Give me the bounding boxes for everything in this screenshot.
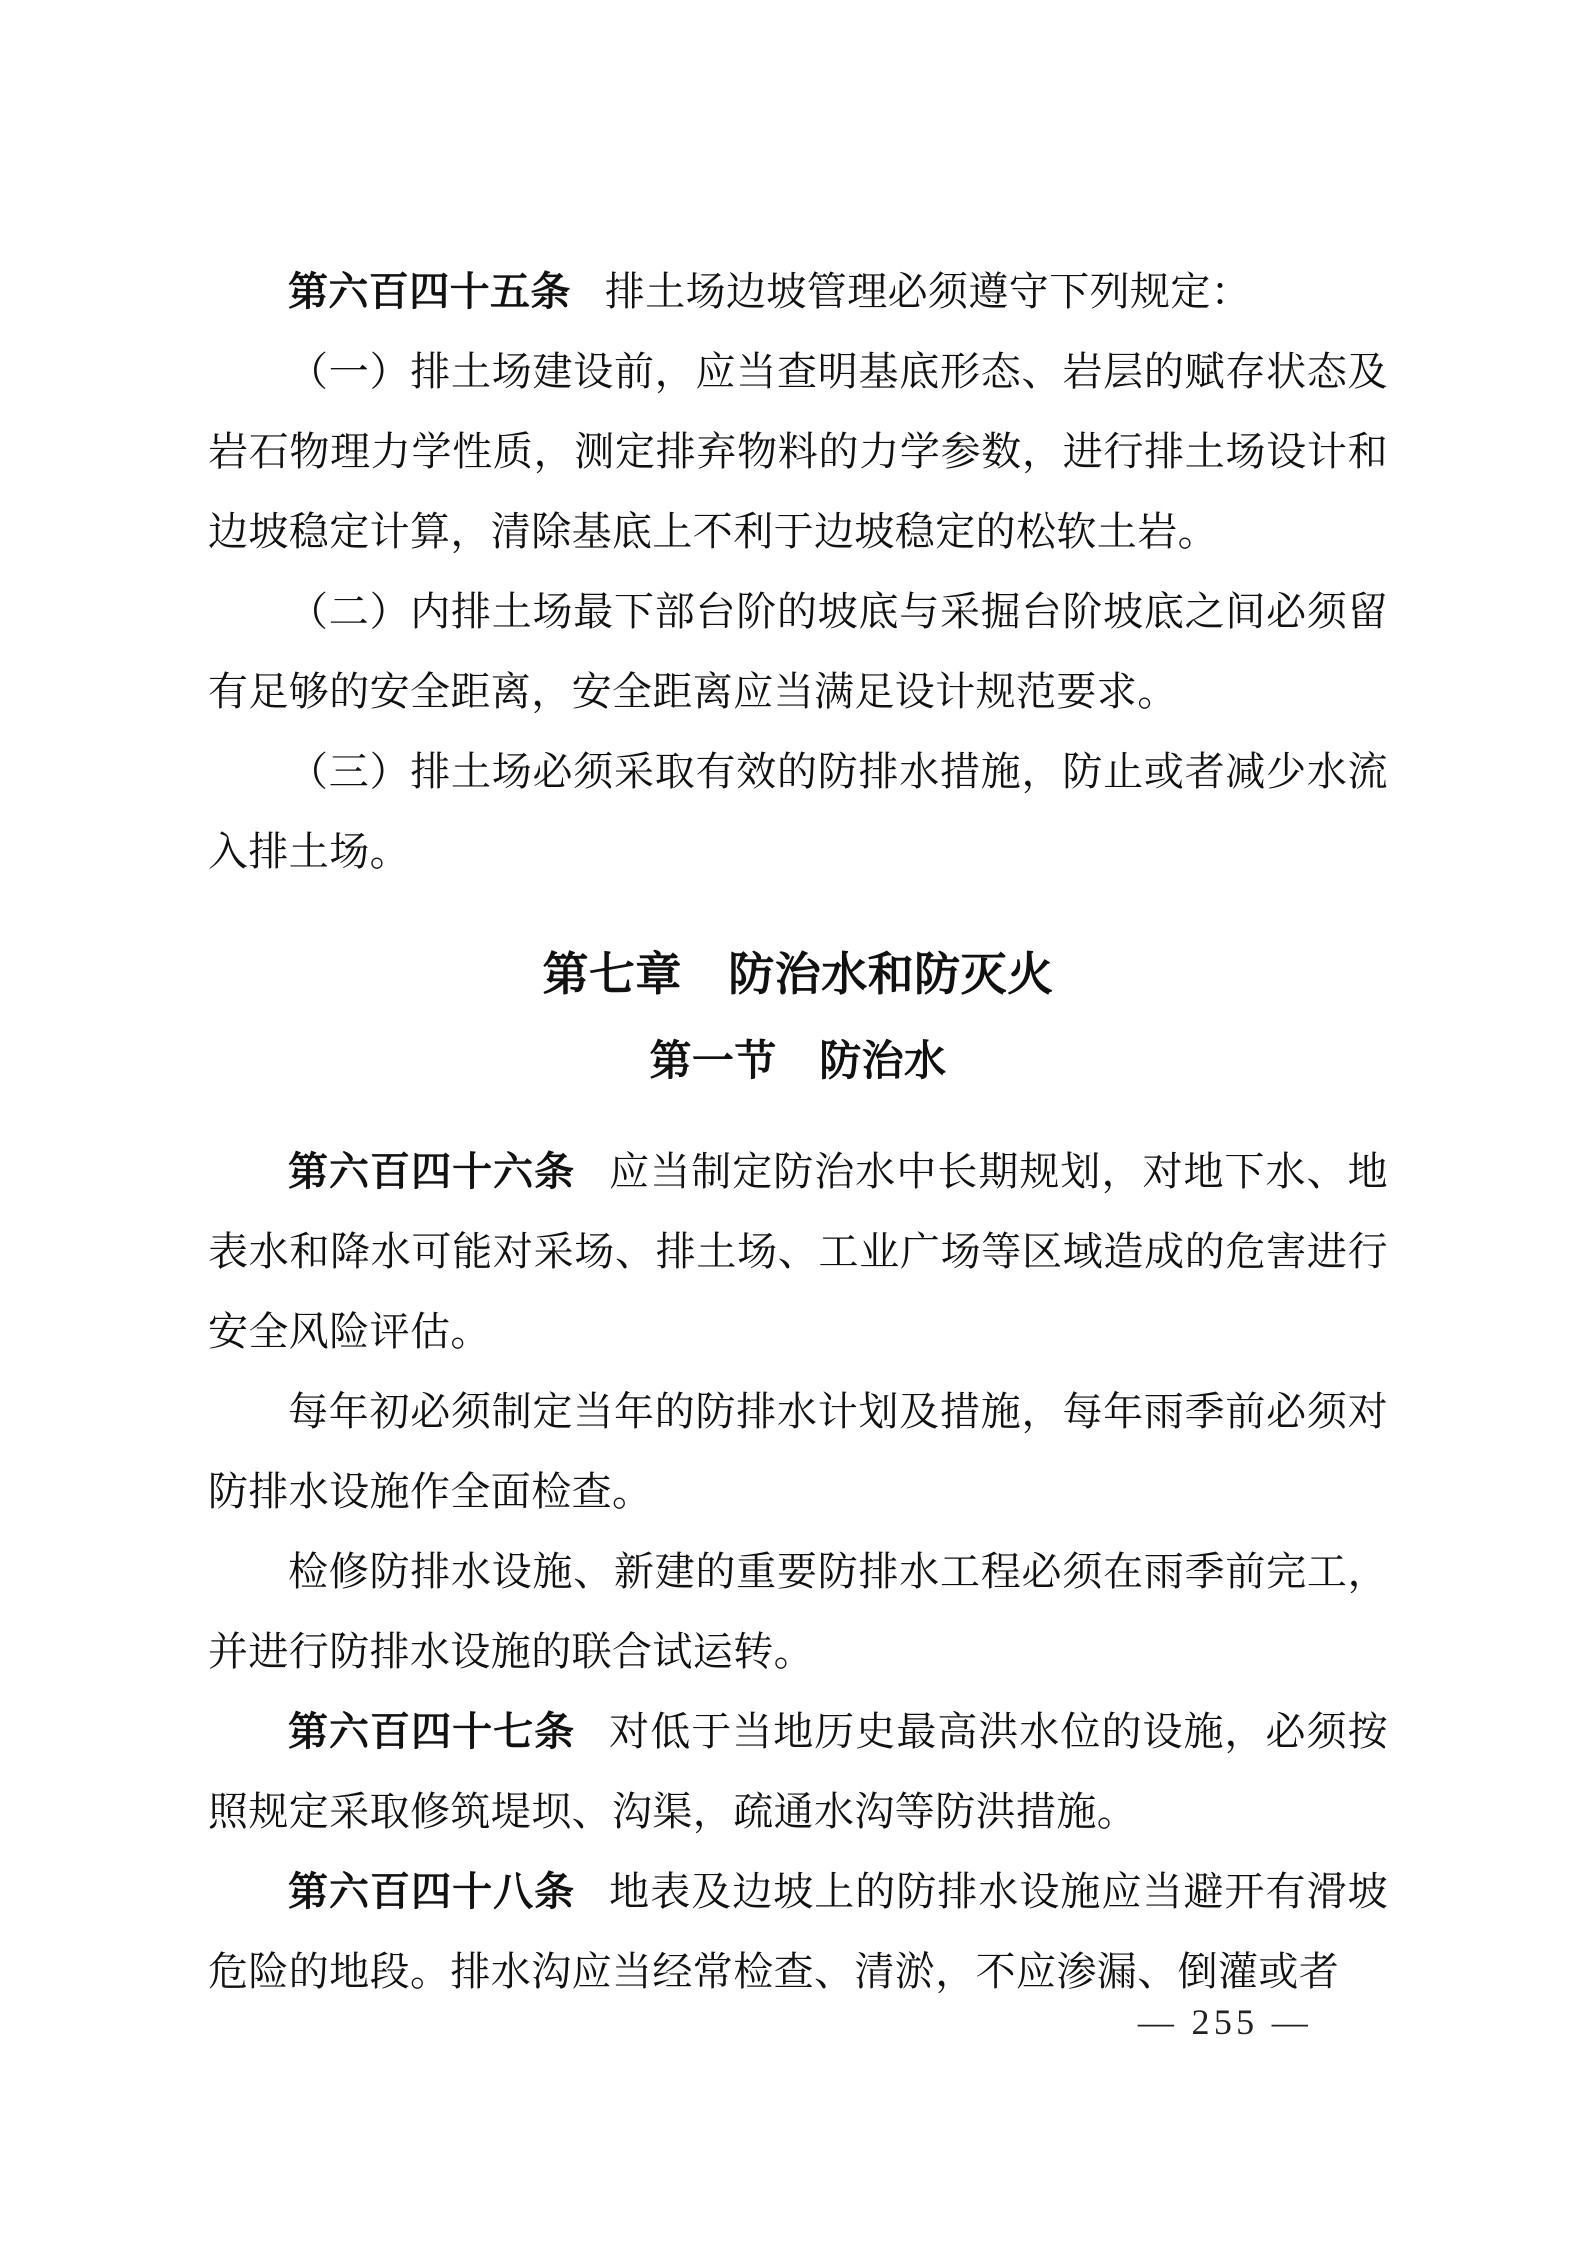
article-648-opening — [208, 1852, 1388, 2012]
article-648-text: 地表及边坡上的防排水设施应当避开有滑坡危险的地段。排水沟应当经常检查、清淤，不应渗漏、倒灌或者 — [208, 1869, 1388, 1994]
chapter-heading: 第七章 防治水和防灭火 — [542, 948, 1054, 1000]
article-647-text: 对低于当地历史最高洪水位的设施，必须按照规定采取修筑堤坝、沟渠，疏通水沟等防洪措施。 — [208, 1709, 1388, 1834]
article-645-text: 排土场边坡管理必须遵守下列规定： — [604, 269, 1252, 314]
article-645-opening — [208, 252, 1388, 332]
article-646-opening — [208, 1132, 1388, 1372]
section-heading: 第一节 防治水 — [649, 1039, 947, 1085]
article-647-number: 第六百四十七条 — [288, 1710, 576, 1754]
article-646-text: 应当制定防治水中长期规划，对地下水、地表水和降水可能对采场、排土场、工业广场等区域造成的危害进行安全风险评估。 — [208, 1149, 1388, 1354]
article-646-para-3: 检修防排水设施、新建的重要防排水工程必须在雨季前完工，并进行防排水设施的联合试运转。 — [208, 1549, 1388, 1674]
article-645-number: 第六百四十五条 — [288, 270, 571, 314]
article-648-number: 第六百四十八条 — [288, 1870, 576, 1914]
article-647-opening — [208, 1692, 1388, 1852]
page-number: — 255 — — [1137, 2002, 1313, 2042]
article-646-number: 第六百四十六条 — [288, 1150, 576, 1194]
article-646-para-2: 每年初必须制定当年的防排水计划及措施，每年雨季前必须对防排水设施作全面检查。 — [208, 1389, 1388, 1514]
article-645-item-3: （三）排土场必须采取有效的防排水措施，防止或者减少水流入排土场。 — [208, 749, 1388, 874]
article-645-item-1: （一）排土场建设前，应当查明基底形态、岩层的赋存状态及岩石物理力学性质，测定排弃物料的力学参数，进行排土场设计和边坡稳定计算，清除基底上不利于边坡稳定的松软土岩。 — [208, 349, 1388, 554]
article-645-item-2: （二）内排土场最下部台阶的坡底与采掘台阶坡底之间必须留有足够的安全距离，安全距离应当满足设计规范要求。 — [208, 589, 1388, 714]
text-block — [208, 252, 1388, 2012]
